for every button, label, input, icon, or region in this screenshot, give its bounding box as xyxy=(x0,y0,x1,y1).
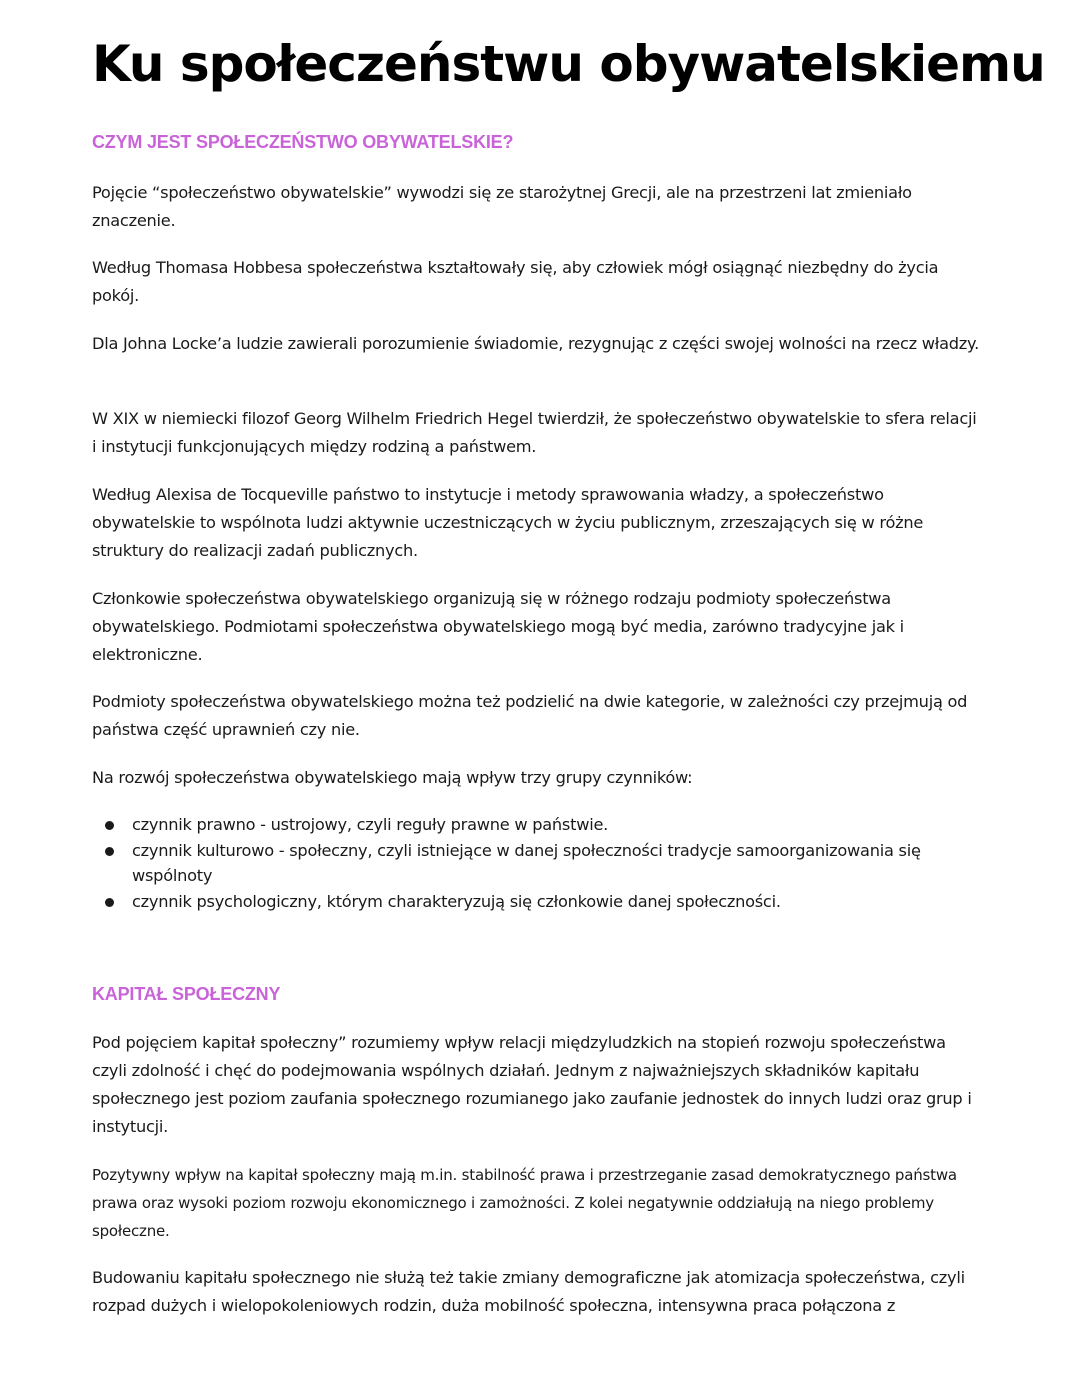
paragraph: W XIX w niemiecki filozof Georg Wilhelm Friedrich Hegel twierdził, że społeczeństwo obywatelskie to sfera relacji i instytucji funkcjonujących między rodziną a państwem. xyxy=(92,409,977,456)
list-item-text: czynnik psychologiczny, którym charakteryzują się członkowie danej społeczności. xyxy=(132,892,781,911)
bullet-icon xyxy=(105,821,114,830)
paragraph: Pod pojęciem kapitał społeczny” rozumiemy wpływ relacji międzyludzkich na stopień rozwoju społeczeństwa czyli zdolność i chęć do podejmowania wspólnych działań. Jednym z najważniejszych składników kapitału społecznego jest poziom zaufania społecznego rozumianego jako zaufanie jednostek do innych ludzi oraz grup i instytucji. xyxy=(92,1033,972,1136)
paragraph: Podmioty społeczeństwa obywatelskiego można też podzielić na dwie kategorie, w zależności czy przejmują od państwa część uprawnień czy nie. xyxy=(92,692,968,739)
section-heading-civil-society: CZYM JEST SPOŁECZEŃSTWO OBYWATELSKIE? xyxy=(92,132,514,152)
list-item xyxy=(92,889,984,914)
paragraph: Według Thomasa Hobbesa społeczeństwa kształtowały się, aby człowiek mógł osiągnąć niezbędny do życia pokój. xyxy=(92,258,939,305)
list-item-text: czynnik prawno - ustrojowy, czyli reguły prawne w państwie. xyxy=(132,815,609,834)
paragraph: Pojęcie “społeczeństwo obywatelskie” wywodzi się ze starożytnej Grecji, ale na przestrzeni lat zmieniało znaczenie. xyxy=(92,183,912,230)
paragraph: Dla Johna Locke’a ludzie zawierali porozumienie świadomie, rezygnując z części swojej wolności na rzecz władzy. xyxy=(92,334,979,353)
paragraph: Według Alexisa de Tocqueville państwo to instytucje i metody sprawowania władzy, a społeczeństwo obywatelskie to wspólnota ludzi aktywnie uczestniczących w życiu publicznym, zrzeszających się w różne struktury do realizacji zadań publicznych. xyxy=(92,485,924,560)
factors-list xyxy=(92,812,984,915)
paragraph: Budowaniu kapitału społecznego nie służą też takie zmiany demograficzne jak atomizacja społeczeństwa, czyli rozpad dużych i wielopokoleniowych rodzin, duża mobilność społeczna, intensywna praca połączona z xyxy=(92,1268,965,1315)
bullet-icon xyxy=(105,847,114,856)
list-item-text: czynnik kulturowo - społeczny, czyli istniejące w danej społeczności tradycje samoorganizowania się wspólnoty xyxy=(132,841,921,885)
paragraph: Na rozwój społeczeństwa obywatelskiego mają wpływ trzy grupy czynników: xyxy=(92,768,693,787)
list-item xyxy=(92,812,984,837)
section-heading-social-capital: KAPITAŁ SPOŁECZNY xyxy=(92,984,281,1004)
paragraph: Pozytywny wpływ na kapitał społeczny mają m.in. stabilność prawa i przestrzeganie zasad demokratycznego państwa prawa oraz wysoki poziom rozwoju ekonomicznego i zamożności. Z kolei negatywnie oddziałują na niego problemy społeczne. xyxy=(92,1166,957,1240)
page-title: Ku społeczeństwu obywatelskiemu xyxy=(92,35,1045,93)
paragraph: Członkowie społeczeństwa obywatelskiego organizują się w różnego rodzaju podmioty społeczeństwa obywatelskiego. Podmiotami społeczeństwa obywatelskiego mogą być media, zarówno tradycyjne jak i elektroniczne. xyxy=(92,589,904,664)
list-item xyxy=(92,838,984,888)
bullet-icon xyxy=(105,898,114,907)
